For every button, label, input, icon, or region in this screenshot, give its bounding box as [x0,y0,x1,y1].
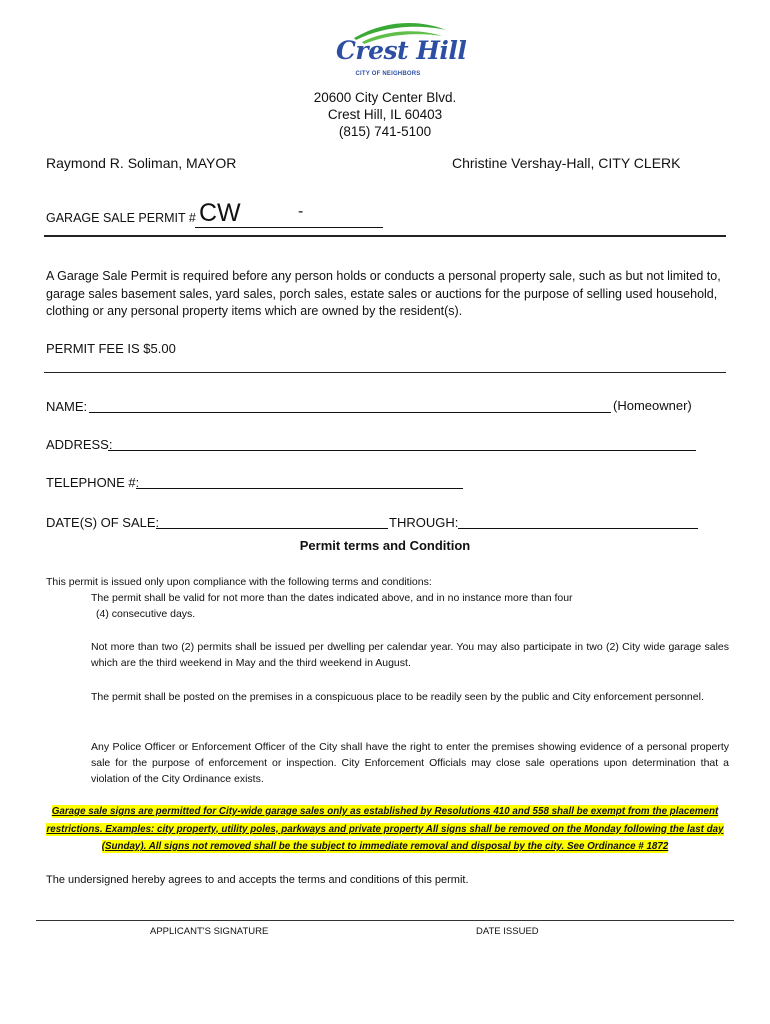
name-label: NAME: [46,399,88,414]
permit-number-field[interactable] [195,227,383,228]
sale-end-date-field[interactable] [458,528,698,529]
term-2: Not more than two (2) permits shall be issued per dwelling per calendar year. You may also participate in two (2) City wide garage sales which are the third weekend in May and the third weekend in August. [91,641,729,669]
signs-notice-line-1: Garage sale signs are permitted for City-wide garage sales only as established by Resolutions 410 and 558 shall be exempt from the placement [51,806,719,817]
permit-fee: PERMIT FEE IS $5.00 [46,341,176,356]
telephone-field[interactable] [136,488,463,489]
mayor-name: Raymond R. Soliman, MAYOR [46,155,237,171]
sale-start-date-field[interactable] [156,528,388,529]
term-1-line-2: (4) consecutive days. [96,608,196,620]
header-divider [44,235,726,237]
signs-notice [40,803,730,856]
logo-tagline: CITY OF NEIGHBORS [355,71,421,77]
permit-dash: - [298,203,304,220]
through-label: THROUGH: [389,515,459,530]
address-phone: (815) 741-5100 [338,124,432,139]
date-issued-label: DATE ISSUED [476,926,539,937]
address-field[interactable] [108,450,696,451]
fee-divider [44,372,726,373]
dates-label: DATE(S) OF SALE: [46,515,160,530]
logo-name: Crest Hill [336,36,467,65]
name-field[interactable] [89,412,611,413]
signs-notice-line-3: (Sunday). All signs not removed shall be the subject to immediate removal and disposal by the city. See Ordinance # 1872 [101,841,669,853]
permit-number-label: GARAGE SALE PERMIT # [46,211,196,225]
clerk-name: Christine Vershay-Hall, CITY CLERK [452,155,681,171]
signature-line[interactable] [36,920,734,921]
intro-paragraph: A Garage Sale Permit is required before any person holds or conducts a personal property sale, such as but not limited to, garage sales basement sales, yard sales, porch sales, estate sales or auctions for the purpose of selling used household, clothing or any personal property items which are owned by the resident(s). [46,269,721,318]
term-3: The permit shall be posted on the premises in a conspicuous place to be readily seen by the public and City enforcement personnel. [91,691,704,703]
signs-notice-line-2: restrictions. Examples: city property, utility poles, parkways and private property All signs shall be removed on the Monday following the last day [46,823,724,835]
address-city: Crest Hill, IL 60403 [327,107,443,122]
term-1-line-1: The permit shall be valid for not more than the dates indicated above, and in no instance more than four [91,592,573,604]
telephone-label: TELEPHONE #: [46,475,140,490]
permit-prefix: CW [199,199,241,227]
terms-lead: This permit is issued only upon compliance with the following terms and conditions: [46,576,432,588]
crest-hill-logo [326,18,467,84]
terms-title: Permit terms and Condition [299,538,471,553]
applicant-signature-label: APPLICANT'S SIGNATURE [150,926,269,937]
homeowner-label: (Homeowner) [613,398,692,413]
address-street: 20600 City Center Blvd. [313,90,457,105]
agreement-statement: The undersigned hereby agrees to and accepts the terms and conditions of this permit. [46,874,469,886]
term-4: Any Police Officer or Enforcement Officer of the City shall have the right to enter the premises showing evidence of a personal property sale for the purpose of enforcement or inspection. City Enforcement Officials may close sale operations upon determination that a violation of the City Ordinance exists. [91,741,729,785]
address-label: ADDRESS: [46,437,113,452]
